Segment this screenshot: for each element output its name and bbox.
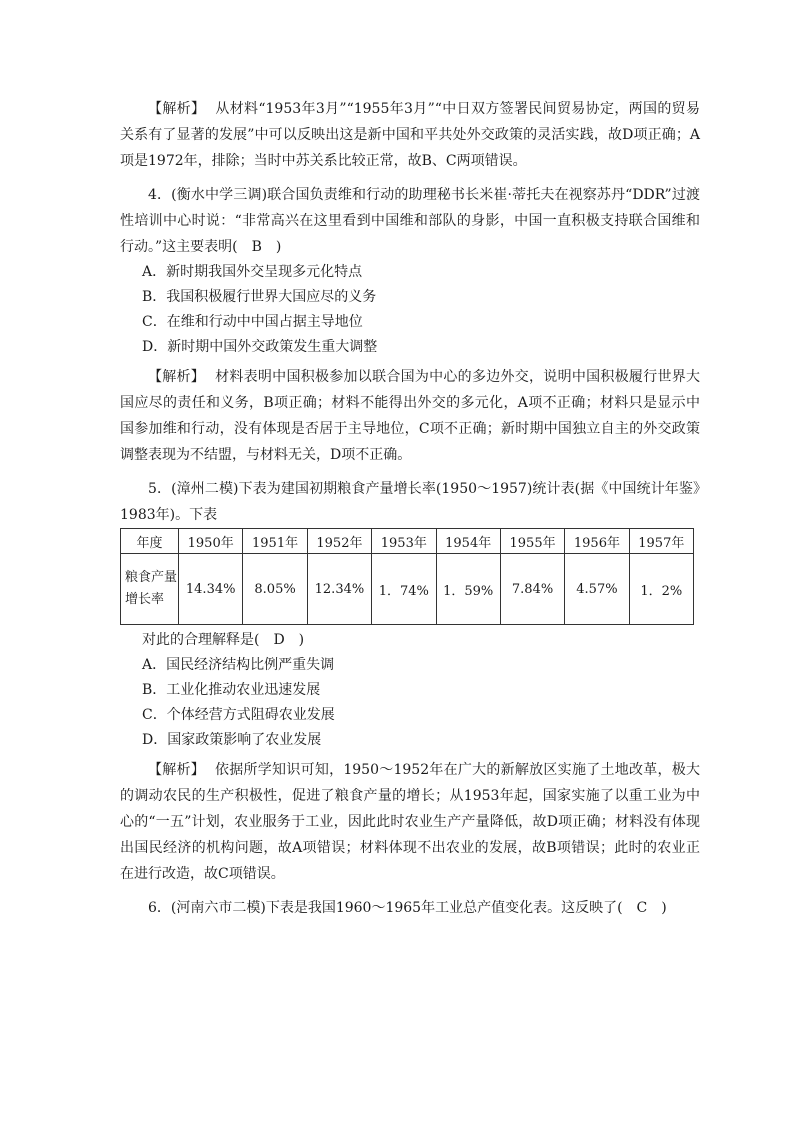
table-cell: 4.57% (565, 554, 629, 625)
content (120, 96, 700, 921)
analysis-tag: 【解析】 (148, 101, 206, 117)
question-5-option-c: C．个体经营方式阻碍农业发展 (142, 707, 335, 723)
analysis-text: 依据所学知识可知，1950～1952年在广大的新解放区实施了土地改革，极大的调动农民的生产积极性，促进了粮食产量的增长；从1953年起，国家实施了以重工业为中心的“一五”计划，农业服务于工业，因此此时农业生产产量降低，故D项正确；材料没有体现出国民经济的机构问题，故A项错误；材料体现不出农业的发展，故B项错误；此时的农业正在进行改造，故C项错误。 (120, 762, 700, 882)
question-4-option-d: D．新时期中国外交政策发生重大调整 (142, 339, 378, 355)
grain-growth-table (120, 528, 694, 625)
table-cell: 12.34% (307, 554, 371, 625)
table-header-cell: 1955年 (500, 529, 564, 554)
table-header-row (121, 529, 694, 554)
analysis-tag: 【解析】 (148, 369, 206, 385)
table-header-cell: 1957年 (629, 529, 693, 554)
question-4-option-c: C．在维和行动中中国占据主导地位 (142, 314, 363, 330)
table-row-label: 粮食产量增长率 (121, 554, 179, 625)
analysis-4 (120, 364, 700, 468)
table-header-cell: 1953年 (372, 529, 436, 554)
table-row (121, 554, 694, 625)
question-4-option-b: B．我国积极履行世界大国应尽的义务 (142, 289, 377, 305)
table-cell: 7.84% (500, 554, 564, 625)
analysis-tag: 【解析】 (148, 762, 206, 778)
table-cell: 1．2% (629, 554, 693, 625)
analysis-text: 从材料“1953年3月”“1955年3月”“中日双方签署民间贸易协定，两国的贸易关系有了显著的发展”中可以反映出这是新中国和平共处外交政策的灵活实践，故D项正确；A项是1972年，排除；当时中苏关系比较正常，故B、C两项错误。 (120, 101, 701, 169)
analysis-5 (120, 757, 700, 887)
question-4-option-a: A．新时期我国外交呈现多元化特点 (142, 264, 363, 280)
question-5-option-b: B．工业化推动农业迅速发展 (142, 682, 321, 698)
table-cell: 1．59% (436, 554, 500, 625)
question-5-option-d: D．国家政策影响了农业发展 (142, 732, 322, 748)
table-cell: 14.34% (179, 554, 243, 625)
table-header-cell: 1954年 (436, 529, 500, 554)
table-cell: 1．74% (372, 554, 436, 625)
table-header-cell: 1952年 (307, 529, 371, 554)
table-header-cell: 1950年 (179, 529, 243, 554)
question-5-option-a: A．国民经济结构比例严重失调 (142, 657, 335, 673)
table-cell: 8.05% (243, 554, 307, 625)
question-6-stem: 6．(河南六市二模)下表是我国1960～1965年工业总产值变化表。这反映了( C ) (148, 900, 667, 916)
analysis-text: 材料表明中国积极参加以联合国为中心的多边外交，说明中国积极履行世界大国应尽的责任和义务，B项正确；材料不能得出外交的多元化，A项不正确；材料只是显示中国参加维和行动，没有体现是否居于主导地位，C项不正确；新时期中国独立自主的外交政策调整表现为不结盟，与材料无关，D项不正确。 (120, 369, 701, 463)
table-header-cell: 1956年 (565, 529, 629, 554)
analysis-3 (120, 96, 700, 174)
question-5-stem: 5．(漳州二模)下表为建国初期粮食产量增长率(1950～1957)统计表(据《中国统计年鉴》1983年)。下表 (120, 481, 700, 523)
table-header-cell: 1951年 (243, 529, 307, 554)
question-5-prompt: 对此的合理解释是( D ) (142, 632, 305, 648)
table-header-cell: 年度 (121, 529, 179, 554)
question-4-stem: 4．(衡水中学三调)联合国负责维和行动的助理秘书长米崔·蒂托夫在视察苏丹“DDR”过渡性培训中心时说：“非常高兴在这里看到中国维和部队的身影，中国一直积极支持联合国维和行动。”这主要表明( B ) (120, 187, 700, 255)
